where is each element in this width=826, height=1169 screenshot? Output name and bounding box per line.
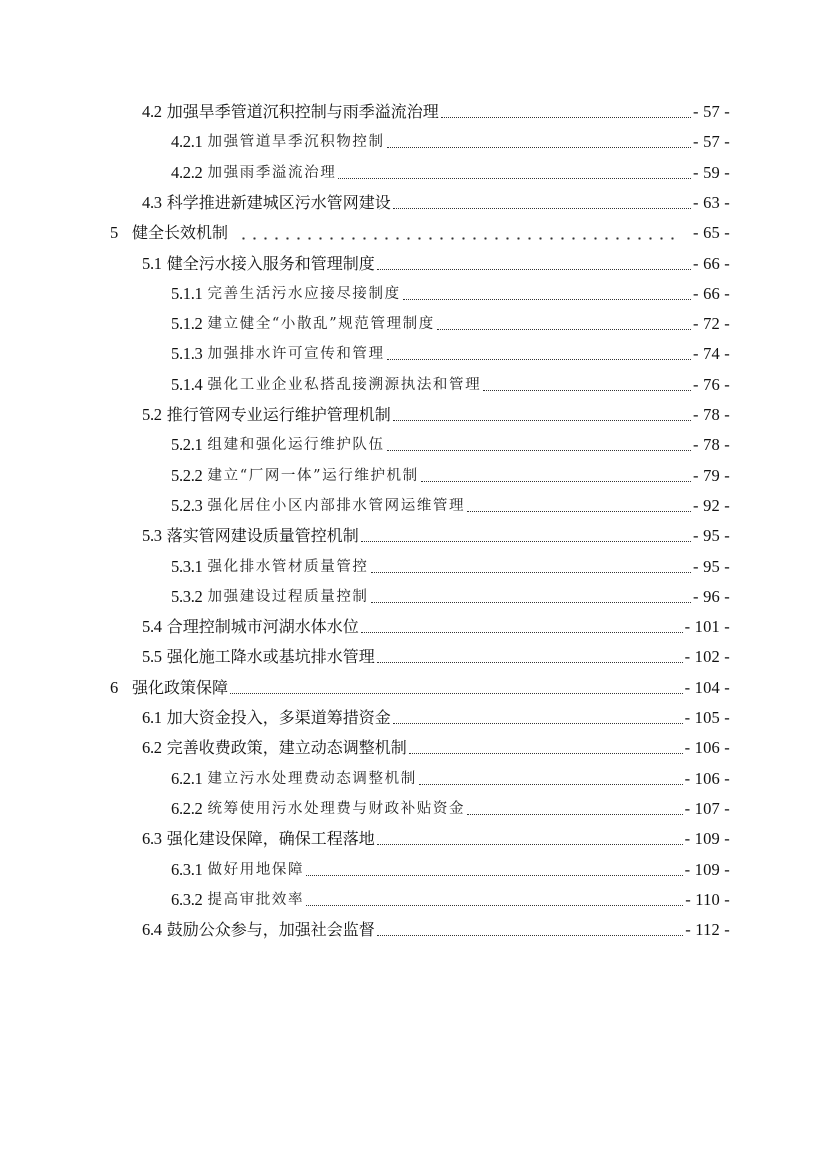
dot-leader xyxy=(238,237,679,240)
toc-entry-number: 5.1 xyxy=(142,253,162,273)
toc-entry-number: 6.2.2 xyxy=(171,798,203,818)
dot-leader xyxy=(377,268,691,270)
toc-entry-page: - 66 - xyxy=(693,283,730,303)
toc-entry-page: - 109 - xyxy=(684,859,730,879)
toc-entry-title: 做好用地保障 xyxy=(207,861,305,878)
toc-entry-4-3[interactable] xyxy=(142,188,730,218)
toc-entry-title: 建立健全“小散乱”规范管理制度 xyxy=(207,316,435,333)
toc-entry-page: - 59 - xyxy=(693,162,730,182)
dot-leader xyxy=(421,480,691,482)
toc-entry-number: 5.3.2 xyxy=(171,586,203,606)
toc-entry-page: - 107 - xyxy=(684,798,730,818)
toc-entry-6-1[interactable] xyxy=(142,703,730,733)
toc-entry-6-2-2[interactable] xyxy=(171,794,730,824)
dot-leader xyxy=(387,449,691,451)
toc-entry-number: 6.1 xyxy=(142,708,162,727)
toc-entry-page: - 104 - xyxy=(684,677,730,697)
toc-entry-5[interactable] xyxy=(110,218,730,248)
toc-entry-5-2[interactable] xyxy=(142,400,730,430)
dot-leader xyxy=(437,328,691,330)
toc-entry-number: 5.3.1 xyxy=(171,556,203,576)
toc-entry-page: - 112 - xyxy=(685,920,730,940)
toc-entry-title: 完善收费政策，建立动态调整机制 xyxy=(166,738,407,758)
toc-entry-number: 5.1.4 xyxy=(171,374,203,394)
toc-entry-page: - 110 - xyxy=(685,889,730,909)
toc-entry-number: 6.2.1 xyxy=(171,768,203,788)
toc-entry-page: - 57 - xyxy=(693,132,730,152)
toc-entry-page: - 78 - xyxy=(693,435,730,455)
toc-entry-title: 统筹使用污水处理费与财政补贴资金 xyxy=(207,800,466,817)
toc-entry-page: - 65 - xyxy=(693,223,730,243)
toc-entry-6[interactable] xyxy=(110,673,730,703)
toc-entry-page: - 74 - xyxy=(693,344,730,364)
dot-leader xyxy=(338,177,691,179)
toc-entry-6-3[interactable] xyxy=(142,824,730,854)
dot-leader xyxy=(409,752,683,754)
toc-entry-5-5[interactable] xyxy=(142,642,730,672)
toc-entry-5-2-2[interactable] xyxy=(171,461,730,491)
dot-leader xyxy=(393,722,683,724)
toc-entry-page: - 63 - xyxy=(693,192,730,212)
toc-entry-number: 5.1.3 xyxy=(171,344,203,364)
toc-entry-number: 5.5 xyxy=(142,647,162,667)
toc-entry-number: 5.1.1 xyxy=(171,283,203,303)
dot-leader xyxy=(387,358,691,360)
toc-entry-title: 强化居住小区内部排水管网运维管理 xyxy=(207,497,466,514)
toc-entry-page: - 96 - xyxy=(693,586,730,606)
dot-leader xyxy=(377,843,683,845)
toc-entry-number: 5.2 xyxy=(142,405,162,424)
toc-entry-title: 加强排水许可宣传和管理 xyxy=(207,346,385,363)
dot-leader xyxy=(387,146,691,148)
toc-entry-5-1-1[interactable] xyxy=(171,279,730,309)
toc-entry-4-2[interactable] xyxy=(142,97,730,127)
toc-entry-title: 落实管网建设质量管控机制 xyxy=(166,526,359,546)
toc-entry-title: 健全长效机制 xyxy=(131,223,228,243)
toc-entry-title: 健全污水接入服务和管理制度 xyxy=(166,253,375,273)
toc-entry-page: - 95 - xyxy=(693,526,730,546)
toc-entry-title: 加强管道旱季沉积物控制 xyxy=(207,134,385,151)
toc-entry-number: 4.3 xyxy=(142,192,162,212)
toc-entry-title: 强化施工降水或基坑排水管理 xyxy=(166,647,375,667)
toc-entry-page: - 106 - xyxy=(684,738,730,758)
dot-leader xyxy=(441,116,691,118)
toc-entry-number: 5 xyxy=(110,223,118,243)
toc-entry-5-3-1[interactable] xyxy=(171,552,730,582)
toc-entry-title: 组建和强化运行维护队伍 xyxy=(207,437,385,454)
toc-entry-title: 完善生活污水应接尽接制度 xyxy=(207,285,401,302)
toc-entry-page: - 66 - xyxy=(693,253,730,273)
toc-entry-page: - 95 - xyxy=(693,556,730,576)
toc-entry-5-3[interactable] xyxy=(142,521,730,551)
toc-entry-page: - 109 - xyxy=(684,829,730,849)
dot-leader xyxy=(361,631,683,633)
toc-entry-5-4[interactable] xyxy=(142,612,730,642)
toc-entry-5-1-3[interactable] xyxy=(171,339,730,369)
dot-leader xyxy=(483,389,691,391)
toc-entry-title: 建立污水处理费动态调整机制 xyxy=(207,770,417,787)
toc-entry-number: 5.3 xyxy=(142,526,162,546)
toc-entry-6-2-1[interactable] xyxy=(171,764,730,794)
toc-entry-4-2-1[interactable] xyxy=(171,127,730,157)
toc-entry-number: 6.4 xyxy=(142,920,162,940)
dot-leader xyxy=(403,298,691,300)
toc-entry-number: 6.3 xyxy=(142,829,162,849)
toc-entry-title: 科学推进新建城区污水管网建设 xyxy=(166,192,391,212)
dot-leader xyxy=(306,874,682,876)
dot-leader xyxy=(361,540,691,542)
toc-entry-title: 鼓励公众参与，加强社会监督 xyxy=(166,920,375,940)
toc-entry-number: 6 xyxy=(110,677,118,697)
toc-entry-number: 6.2 xyxy=(142,738,162,758)
toc-entry-5-3-2[interactable] xyxy=(171,582,730,612)
toc-entry-title: 强化工业企业私搭乱接溯源执法和管理 xyxy=(207,376,482,393)
toc-entry-number: 5.2.2 xyxy=(171,465,203,485)
toc-entry-number: 5.2.3 xyxy=(171,495,203,515)
dot-leader xyxy=(230,692,683,694)
toc-entry-title: 加强旱季管道沉积控制与雨季溢流治理 xyxy=(166,102,439,121)
toc-entry-number: 4.2.1 xyxy=(171,132,203,152)
toc-entry-4-2-2[interactable] xyxy=(171,158,730,188)
toc-entry-page: - 92 - xyxy=(693,495,730,515)
toc-entry-title: 加强建设过程质量控制 xyxy=(207,588,369,605)
toc-entry-page: - 79 - xyxy=(693,465,730,485)
dot-leader xyxy=(377,661,683,663)
toc-entry-6-3-1[interactable] xyxy=(171,855,730,885)
toc-entry-title: 提高审批效率 xyxy=(207,891,305,908)
toc-entry-5-2-1[interactable] xyxy=(171,430,730,460)
toc-entry-title: 推行管网专业运行维护管理机制 xyxy=(166,405,391,424)
toc-entry-number: 5.4 xyxy=(142,617,162,637)
toc-entry-title: 强化政策保障 xyxy=(131,677,228,697)
toc-entry-page: - 57 - xyxy=(693,102,730,121)
toc-entry-title: 加强雨季溢流治理 xyxy=(207,164,337,181)
toc-entry-page: - 106 - xyxy=(684,768,730,788)
toc-entry-number: 5.2.1 xyxy=(171,435,203,455)
dot-leader xyxy=(419,783,683,785)
toc-entry-number: 6.3.2 xyxy=(171,889,203,909)
toc-entry-5-1[interactable] xyxy=(142,249,730,279)
toc-entry-title: 强化排水管材质量管控 xyxy=(207,558,369,575)
toc-entry-page: - 72 - xyxy=(693,314,730,334)
toc-entry-title: 合理控制城市河湖水体水位 xyxy=(166,617,359,637)
toc-entry-number: 4.2 xyxy=(142,102,162,121)
toc-entry-number: 5.1.2 xyxy=(171,314,203,334)
toc-entry-page: - 76 - xyxy=(693,374,730,394)
toc-entry-6-2[interactable] xyxy=(142,733,730,763)
toc-entry-number: 4.2.2 xyxy=(171,162,203,182)
toc-entry-page: - 105 - xyxy=(684,708,730,727)
dot-leader xyxy=(467,813,682,815)
dot-leader xyxy=(393,207,691,209)
toc-entry-title: 加大资金投入，多渠道筹措资金 xyxy=(166,708,391,727)
toc-entry-title: 建立“厂网一体”运行维护机制 xyxy=(207,467,419,484)
toc-entry-6-3-2[interactable] xyxy=(171,885,730,915)
dot-leader xyxy=(371,601,692,603)
dot-leader xyxy=(371,571,692,573)
toc-entry-5-1-4[interactable] xyxy=(171,370,730,400)
dot-leader xyxy=(377,934,683,936)
dot-leader xyxy=(467,510,691,512)
toc-entry-6-4[interactable] xyxy=(142,915,730,945)
toc-entry-number: 6.3.1 xyxy=(171,859,203,879)
toc-entry-page: - 102 - xyxy=(684,647,730,667)
toc-entry-page: - 78 - xyxy=(693,405,730,424)
dot-leader xyxy=(393,419,691,421)
dot-leader xyxy=(306,904,683,906)
toc-entry-5-1-2[interactable] xyxy=(171,309,730,339)
toc-entry-5-2-3[interactable] xyxy=(171,491,730,521)
toc-entry-title: 强化建设保障，确保工程落地 xyxy=(166,829,375,849)
toc-entry-page: - 101 - xyxy=(684,617,730,637)
